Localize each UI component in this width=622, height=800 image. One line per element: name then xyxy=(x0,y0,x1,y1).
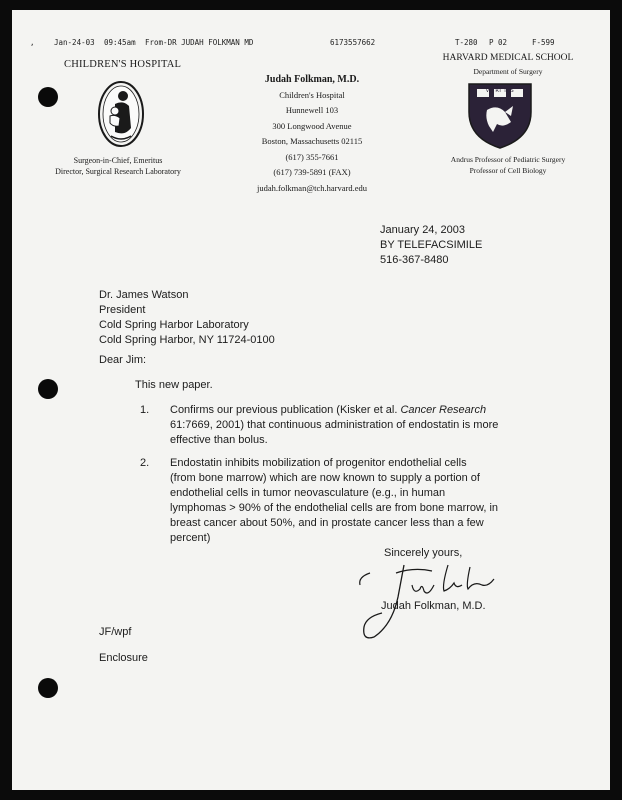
fax-phone: 6173557662 xyxy=(330,38,376,47)
punch-hole-bottom xyxy=(38,678,58,698)
letterhead-fax: (617) 739-5891 (FAX) xyxy=(273,167,351,177)
harvard-shield-motto: VE RI TAS xyxy=(485,88,515,94)
harvard-org: HARVARD MEDICAL SCHOOL xyxy=(442,53,574,63)
left-title-block xyxy=(30,155,206,177)
fax-page: P 02 xyxy=(489,38,508,47)
harvard-shield-icon xyxy=(467,82,533,155)
right-title-block xyxy=(423,155,593,176)
letterhead-line-3: 300 Longwood Avenue xyxy=(272,120,352,131)
letterhead-email: judah.folkman@tch.harvard.edu xyxy=(256,182,368,193)
item-2-line-6: percent) xyxy=(170,532,211,544)
fax-t-code: T-280 xyxy=(455,38,478,47)
item-2-text xyxy=(170,456,542,546)
right-title-line-2: Professor of Cell Biology xyxy=(469,165,547,175)
typist-initials: JF/wpf xyxy=(99,626,132,638)
childrens-hospital-seal-icon xyxy=(97,80,145,153)
fax-from: From-DR JUDAH FOLKMAN MD xyxy=(145,38,254,47)
recipient-org: Cold Spring Harbor Laboratory xyxy=(99,319,249,331)
item-2-number: 2. xyxy=(140,457,150,469)
delivery-method: BY TELEFACSIMILE xyxy=(380,239,483,251)
recipient-city: Cold Spring Harbor, NY 11724-0100 xyxy=(99,334,275,346)
salutation: Dear Jim: xyxy=(99,354,147,366)
recipient-address xyxy=(99,288,275,348)
harvard-dept: Department of Surgery xyxy=(473,67,543,76)
letter-page xyxy=(12,10,610,790)
letterhead-line-2: Hunnewell 103 xyxy=(285,105,339,115)
item-1-number: 1. xyxy=(140,404,150,416)
item-1-journal: Cancer Research xyxy=(400,404,487,416)
recipient-name: Dr. James Watson xyxy=(99,289,189,301)
letter-date: January 24, 2003 xyxy=(380,224,466,236)
letterhead-address xyxy=(212,72,412,196)
item-1-line-2: 61:7669, 2001) that continuous administration of endostatin is more xyxy=(170,419,499,431)
item-2-line-1: Endostatin inhibits mobilization of progenitor endothelial cells xyxy=(170,457,467,469)
right-title-line-1: Andrus Professor of Pediatric Surgery xyxy=(450,155,566,164)
intro-line: This new paper. xyxy=(135,379,213,391)
signer-name: Judah Folkman, M.D. xyxy=(381,600,486,612)
enclosure-note: Enclosure xyxy=(99,652,148,664)
item-2-line-4: lymphomas > 90% of the endothelial cells are from bone marrow, in xyxy=(170,502,499,514)
closing: Sincerely yours, xyxy=(384,547,463,559)
item-2-line-2: (from bone marrow) which are now known to supply a portion of xyxy=(170,472,480,484)
recipient-fax-number: 516-367-8480 xyxy=(380,254,449,266)
left-title-line-1: Surgeon-in-Chief, Emeritus xyxy=(73,156,163,165)
fax-time: 09:45am xyxy=(104,38,136,47)
item-1-line-3: effective than bolus. xyxy=(170,434,268,446)
letterhead-name: Judah Folkman, M.D. xyxy=(264,74,360,85)
recipient-title: President xyxy=(99,304,146,316)
left-title-line-2: Director, Surgical Research Laboratory xyxy=(55,167,181,176)
letterhead-phone: (617) 355-7661 xyxy=(285,151,339,162)
punch-hole-middle xyxy=(38,379,58,399)
fax-date: Jan-24-03 xyxy=(54,38,95,47)
punch-hole-top xyxy=(38,87,58,107)
dateline xyxy=(380,223,482,268)
item-1-text xyxy=(170,403,530,448)
harvard-header xyxy=(425,52,591,78)
letterhead-line-1: Children's Hospital xyxy=(279,89,345,100)
item-2-line-3: endothelial cells in tumor neovasculature (e.g., in human xyxy=(170,487,446,499)
letterhead-line-4: Boston, Massachusetts 02115 xyxy=(261,136,363,146)
item-2-line-5: breast cancer about 50%, and in prostate cancer less than a few xyxy=(170,517,484,529)
fax-f-code: F-599 xyxy=(532,38,555,47)
childrens-hospital-name: CHILDREN'S HOSPITAL xyxy=(64,59,182,70)
item-1-line-1: Confirms our previous publication (Kisker et al. xyxy=(170,404,401,416)
fax-bullet: , xyxy=(30,38,35,47)
